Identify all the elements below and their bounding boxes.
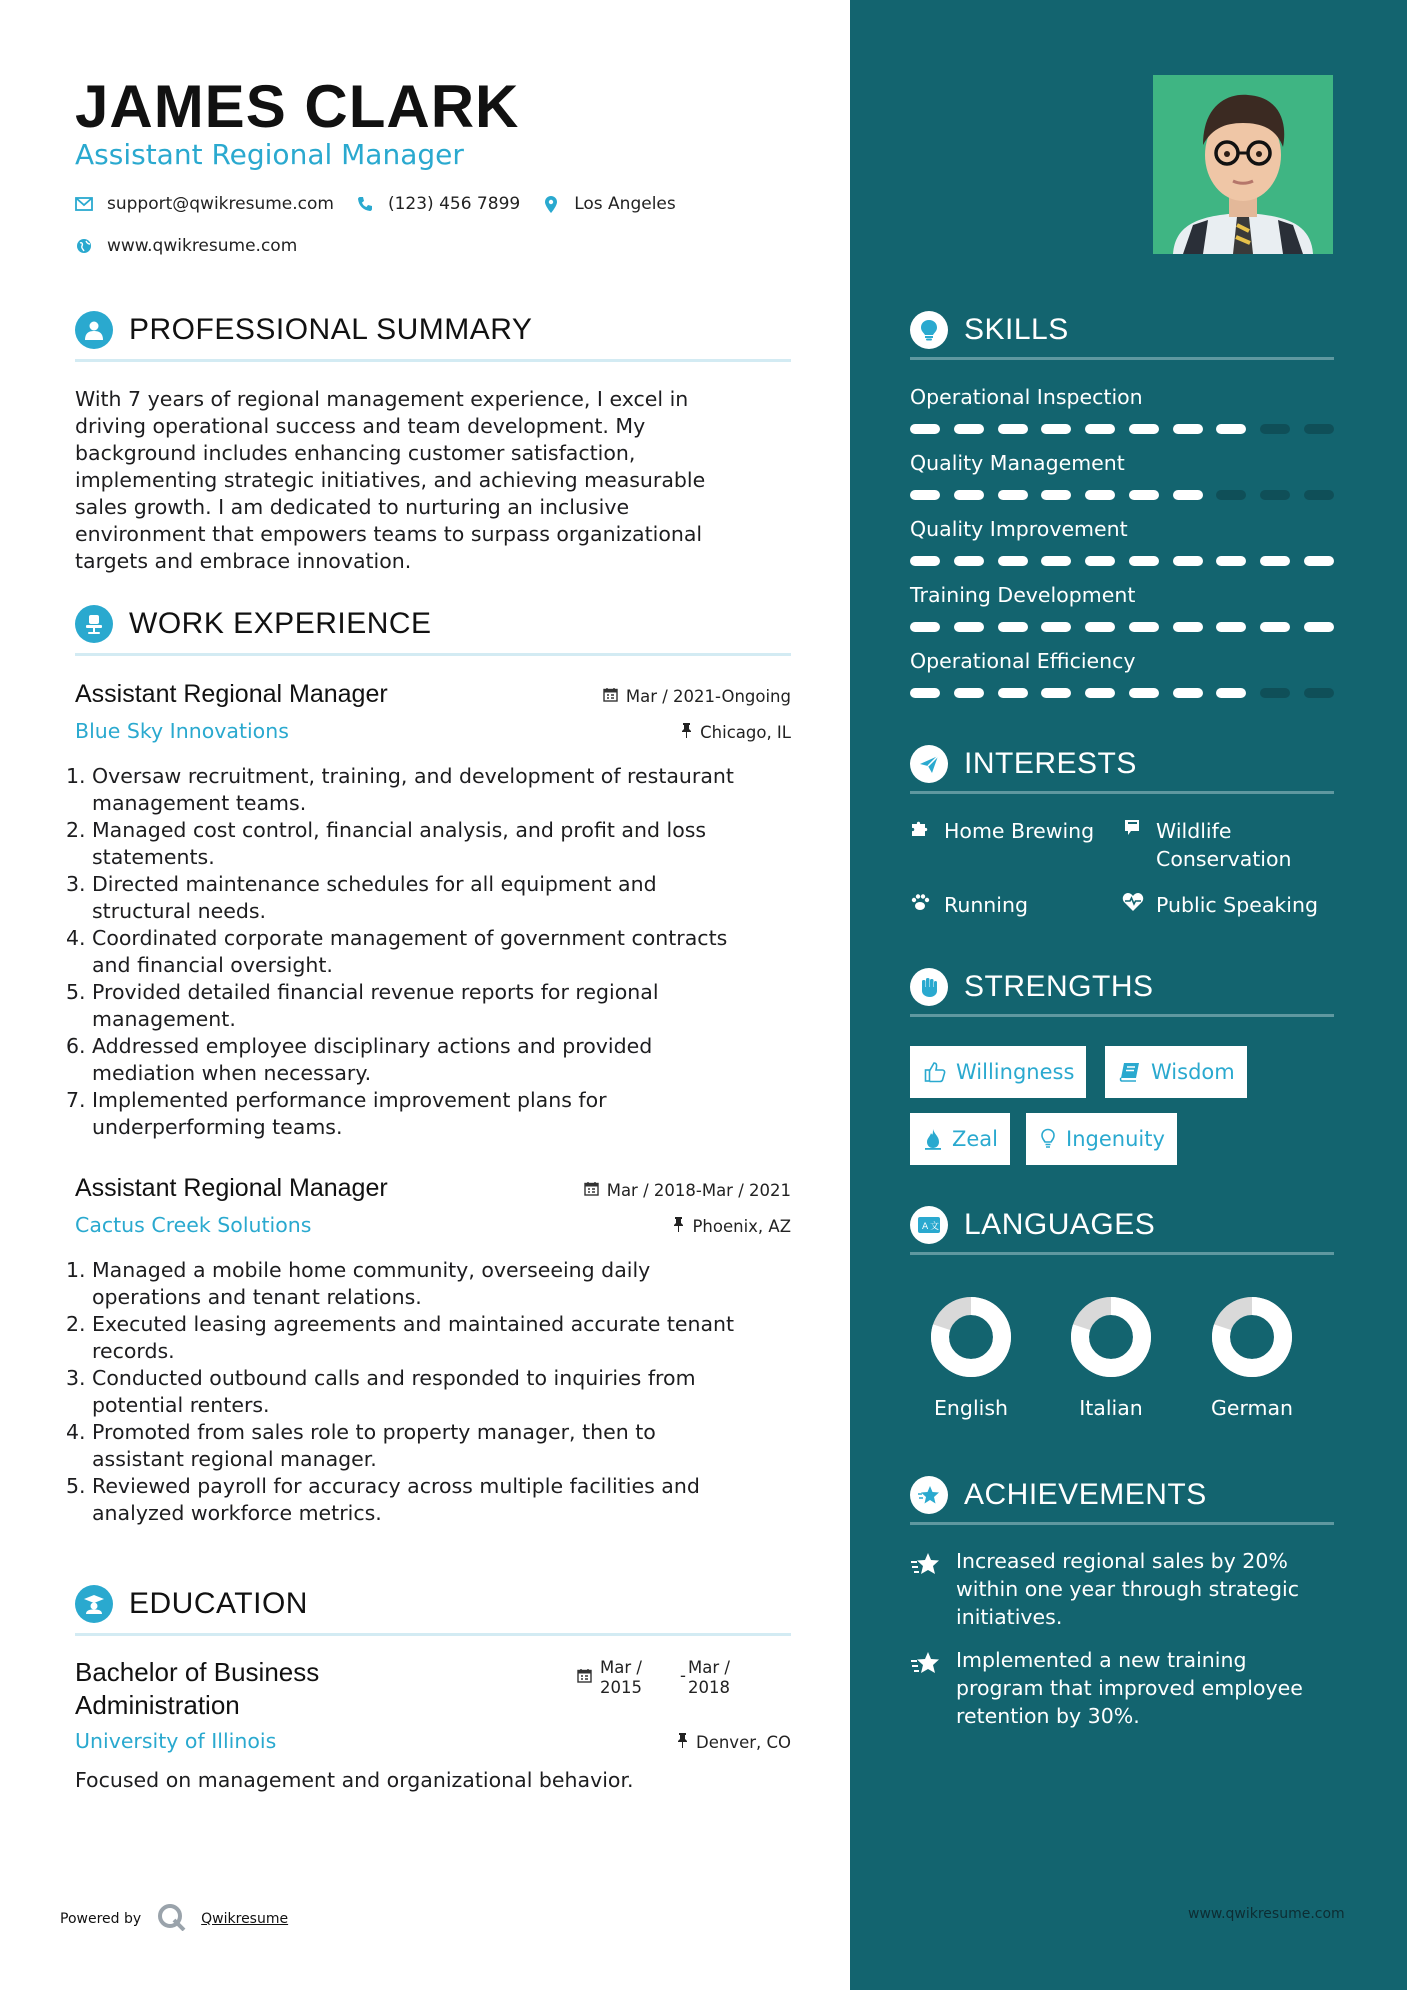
skill-level-segment bbox=[1304, 556, 1334, 566]
skill-level-segment bbox=[1085, 490, 1115, 500]
skill-level-segment bbox=[1085, 556, 1115, 566]
flag-icon bbox=[1122, 817, 1156, 873]
contact-row-1 bbox=[75, 194, 698, 214]
skill-level-segment bbox=[1216, 490, 1246, 500]
list-item: 2. Executed leasing agreements and maintained accurate tenant records. bbox=[66, 1312, 735, 1363]
skill-name: Training Development bbox=[910, 583, 1136, 607]
skill-level-segment bbox=[1129, 688, 1159, 698]
chair-icon bbox=[75, 605, 113, 643]
list-item: 5. Provided detailed financial revenue reports for regional management. bbox=[66, 980, 659, 1031]
skill-level-segment bbox=[1041, 424, 1071, 434]
skill-level-segment bbox=[954, 688, 984, 698]
job-2-subheader bbox=[75, 1213, 791, 1237]
skill-level-segment bbox=[1129, 556, 1159, 566]
profile-photo bbox=[1153, 75, 1333, 254]
skill-level-segment bbox=[1216, 688, 1246, 698]
puzzle-icon bbox=[910, 817, 944, 845]
calendar-icon bbox=[603, 687, 618, 706]
skill-level-segment bbox=[1304, 490, 1334, 500]
skill-name: Quality Management bbox=[910, 451, 1125, 475]
website-link[interactable]: www.qwikresume.com bbox=[107, 236, 298, 256]
skill-level-segment bbox=[998, 688, 1028, 698]
degree-title: Bachelor of Business Administration bbox=[75, 1657, 320, 1720]
skill-level-segment bbox=[1260, 688, 1290, 698]
school-name: University of Illinois bbox=[75, 1729, 277, 1753]
skill-level-segment bbox=[1304, 622, 1334, 632]
achievement-item: Implemented a new training program that improved employee retention by 30%. bbox=[910, 1646, 1340, 1730]
pushpin-icon bbox=[681, 723, 692, 742]
language-level-ring bbox=[1068, 1294, 1154, 1380]
list-item: 3. Conducted outbound calls and responded to inquiries from potential renters. bbox=[66, 1366, 696, 1417]
experience-heading: WORK EXPERIENCE bbox=[75, 604, 791, 656]
location-pin-icon bbox=[542, 196, 560, 213]
skill-level-segment bbox=[998, 622, 1028, 632]
skill-level-segment bbox=[954, 424, 984, 434]
skill-level-segment bbox=[1041, 490, 1071, 500]
interest-item: Public Speaking bbox=[1122, 891, 1318, 919]
interest-item: Wildlife Conservation bbox=[1122, 817, 1292, 873]
skill-level-segment bbox=[1260, 424, 1290, 434]
skill-name: Operational Efficiency bbox=[910, 649, 1136, 673]
education-heading: EDUCATION bbox=[75, 1584, 791, 1636]
skill-level-segment bbox=[1173, 424, 1203, 434]
skill-level-segment bbox=[1304, 688, 1334, 698]
svg-text:文: 文 bbox=[930, 1221, 940, 1232]
skill-level-segment bbox=[1041, 556, 1071, 566]
achievements-heading: ACHIEVEMENTS bbox=[910, 1475, 1334, 1525]
list-item: 7. Implemented performance improvement plans for underperforming teams. bbox=[66, 1088, 607, 1139]
achievement-item: Increased regional sales by 20% within one year through strategic initiatives. bbox=[910, 1547, 1340, 1631]
skill-level-segment bbox=[1173, 622, 1203, 632]
envelope-icon bbox=[75, 197, 93, 211]
lightbulb-icon bbox=[910, 311, 948, 349]
star-badge-icon bbox=[910, 1476, 948, 1514]
skill-level-segment bbox=[1304, 424, 1334, 434]
skill-level-segment bbox=[910, 490, 940, 500]
job-2-dates: Mar / 2018-Mar / 2021 bbox=[584, 1181, 791, 1200]
interests-heading: INTERESTS bbox=[910, 744, 1334, 794]
skill-level-bar bbox=[910, 622, 1334, 632]
skill-level-segment bbox=[1129, 490, 1159, 500]
pushpin-icon bbox=[673, 1217, 684, 1236]
strengths-heading: STRENGTHS bbox=[910, 967, 1334, 1017]
phone-number: (123) 456 7899 bbox=[387, 194, 521, 214]
candidate-title: Assistant Regional Manager bbox=[75, 138, 464, 171]
skill-level-segment bbox=[954, 556, 984, 566]
list-item: 3. Directed maintenance schedules for all equipment and structural needs. bbox=[66, 872, 657, 923]
skill-level-segment bbox=[1085, 688, 1115, 698]
skill-level-segment bbox=[1216, 556, 1246, 566]
language-level-ring bbox=[928, 1294, 1014, 1380]
star-badge-icon bbox=[910, 1547, 956, 1631]
summary-text: With 7 years of regional management experience, I excel in driving operational success and team development. My background includes enhancing customer satisfaction, implementing strategic initiatives, and achieving measurable sales growth. I am dedicated to nurturing an inclusive environment that empowers teams to surpass organizational targets and embrace innovation. bbox=[75, 387, 706, 573]
job-1-title: Assistant Regional Manager bbox=[75, 680, 388, 708]
flame-icon bbox=[924, 1128, 942, 1150]
lightbulb-icon bbox=[1040, 1128, 1056, 1150]
list-item: 4. Coordinated corporate management of government contracts and financial oversight. bbox=[66, 926, 728, 977]
skill-level-bar bbox=[910, 490, 1334, 500]
job-2-company: Cactus Creek Solutions bbox=[75, 1213, 312, 1237]
skill-name: Operational Inspection bbox=[910, 385, 1143, 409]
skill-level-segment bbox=[1216, 424, 1246, 434]
qwikresume-link[interactable]: Qwikresume bbox=[201, 1911, 289, 1927]
education-subheader bbox=[75, 1729, 791, 1753]
job-2-location: Phoenix, AZ bbox=[673, 1217, 791, 1236]
translate-icon bbox=[910, 1206, 948, 1244]
language-level-ring bbox=[1209, 1294, 1295, 1380]
skill-level-segment bbox=[954, 622, 984, 632]
skill-level-segment bbox=[954, 490, 984, 500]
contact-row-2 bbox=[75, 236, 319, 256]
skill-level-segment bbox=[1041, 622, 1071, 632]
book-icon bbox=[1119, 1062, 1141, 1082]
skill-level-segment bbox=[910, 424, 940, 434]
phone-icon bbox=[356, 196, 374, 212]
skill-level-segment bbox=[1085, 622, 1115, 632]
skill-level-segment bbox=[1129, 424, 1159, 434]
skill-level-segment bbox=[1173, 490, 1203, 500]
star-badge-icon bbox=[910, 1646, 956, 1730]
skill-level-segment bbox=[910, 622, 940, 632]
graduate-icon bbox=[75, 1585, 113, 1623]
pushpin-icon bbox=[677, 1733, 688, 1752]
calendar-icon bbox=[577, 1658, 592, 1698]
skill-level-segment bbox=[1216, 622, 1246, 632]
job-1-subheader bbox=[75, 719, 791, 743]
calendar-icon bbox=[584, 1181, 599, 1200]
language-item: English bbox=[916, 1294, 1026, 1420]
interest-item: Running bbox=[910, 891, 1028, 919]
skill-level-bar bbox=[910, 688, 1334, 698]
list-item: 1. Managed a mobile home community, overseeing daily operations and tenant relations. bbox=[66, 1258, 651, 1309]
list-item: 5. Reviewed payroll for accuracy across multiple facilities and analyzed workforce metrics. bbox=[66, 1474, 700, 1525]
location-text: Los Angeles bbox=[574, 194, 676, 214]
job-1-header bbox=[75, 680, 791, 709]
job-1-company: Blue Sky Innovations bbox=[75, 719, 289, 743]
education-note: Focused on management and organizational behavior. bbox=[75, 1768, 634, 1792]
strength-badge: Zeal bbox=[910, 1113, 1010, 1165]
job-2-header bbox=[75, 1174, 791, 1203]
skill-level-segment bbox=[1260, 490, 1290, 500]
summary-heading: PROFESSIONAL SUMMARY bbox=[75, 310, 791, 362]
qwikresume-logo-icon bbox=[157, 1903, 187, 1935]
language-item: German bbox=[1197, 1294, 1307, 1420]
education-location: Denver, CO bbox=[677, 1733, 791, 1752]
powered-by-footer: Powered by Qwikresume bbox=[60, 1903, 288, 1935]
thumbs-up-icon bbox=[924, 1061, 946, 1083]
skills-heading: SKILLS bbox=[910, 310, 1334, 360]
skill-level-segment bbox=[1173, 688, 1203, 698]
strength-badge: Wisdom bbox=[1105, 1046, 1247, 1098]
candidate-name: JAMES CLARK bbox=[75, 73, 520, 140]
language-item: Italian bbox=[1056, 1294, 1166, 1420]
skill-level-segment bbox=[1129, 622, 1159, 632]
skill-level-segment bbox=[1173, 556, 1203, 566]
svg-text:A: A bbox=[922, 1221, 929, 1232]
list-item: 1. Oversaw recruitment, training, and development of restaurant management teams. bbox=[66, 764, 734, 815]
user-icon bbox=[75, 311, 113, 349]
footer-website: www.qwikresume.com bbox=[1188, 1906, 1345, 1922]
heartbeat-icon bbox=[1122, 891, 1156, 919]
globe-icon bbox=[75, 238, 93, 254]
skill-level-segment bbox=[1260, 556, 1290, 566]
skill-name: Quality Improvement bbox=[910, 517, 1128, 541]
paw-icon bbox=[910, 891, 944, 919]
job-2-title: Assistant Regional Manager bbox=[75, 1174, 388, 1202]
email-link[interactable]: support@qwikresume.com bbox=[107, 194, 334, 214]
skill-level-segment bbox=[910, 556, 940, 566]
fist-icon bbox=[910, 968, 948, 1006]
list-item: 6. Addressed employee disciplinary actions and provided mediation when necessary. bbox=[66, 1034, 653, 1085]
job-1-dates: Mar / 2021-Ongoing bbox=[603, 687, 791, 706]
skill-level-segment bbox=[1085, 424, 1115, 434]
skill-level-segment bbox=[1041, 688, 1071, 698]
skill-level-segment bbox=[998, 424, 1028, 434]
job-1-duties bbox=[66, 763, 786, 1141]
strength-badge: Ingenuity bbox=[1026, 1113, 1177, 1165]
list-item: 4. Promoted from sales role to property manager, then to assistant regional manager. bbox=[66, 1420, 656, 1471]
skill-level-segment bbox=[1260, 622, 1290, 632]
job-2-duties bbox=[66, 1257, 786, 1527]
strength-badge: Willingness bbox=[910, 1046, 1086, 1098]
education-dates: Mar / 2015 - Mar / 2018 bbox=[577, 1658, 730, 1698]
languages-heading: A 文 LANGUAGES bbox=[910, 1205, 1334, 1255]
skill-level-bar bbox=[910, 556, 1334, 566]
skill-level-segment bbox=[998, 490, 1028, 500]
interest-item: Home Brewing bbox=[910, 817, 1094, 845]
paper-plane-icon bbox=[910, 745, 948, 783]
list-item: 2. Managed cost control, financial analysis, and profit and loss statements. bbox=[66, 818, 707, 869]
skill-level-segment bbox=[910, 688, 940, 698]
skill-level-segment bbox=[998, 556, 1028, 566]
skill-level-bar bbox=[910, 424, 1334, 434]
job-1-location: Chicago, IL bbox=[681, 723, 791, 742]
